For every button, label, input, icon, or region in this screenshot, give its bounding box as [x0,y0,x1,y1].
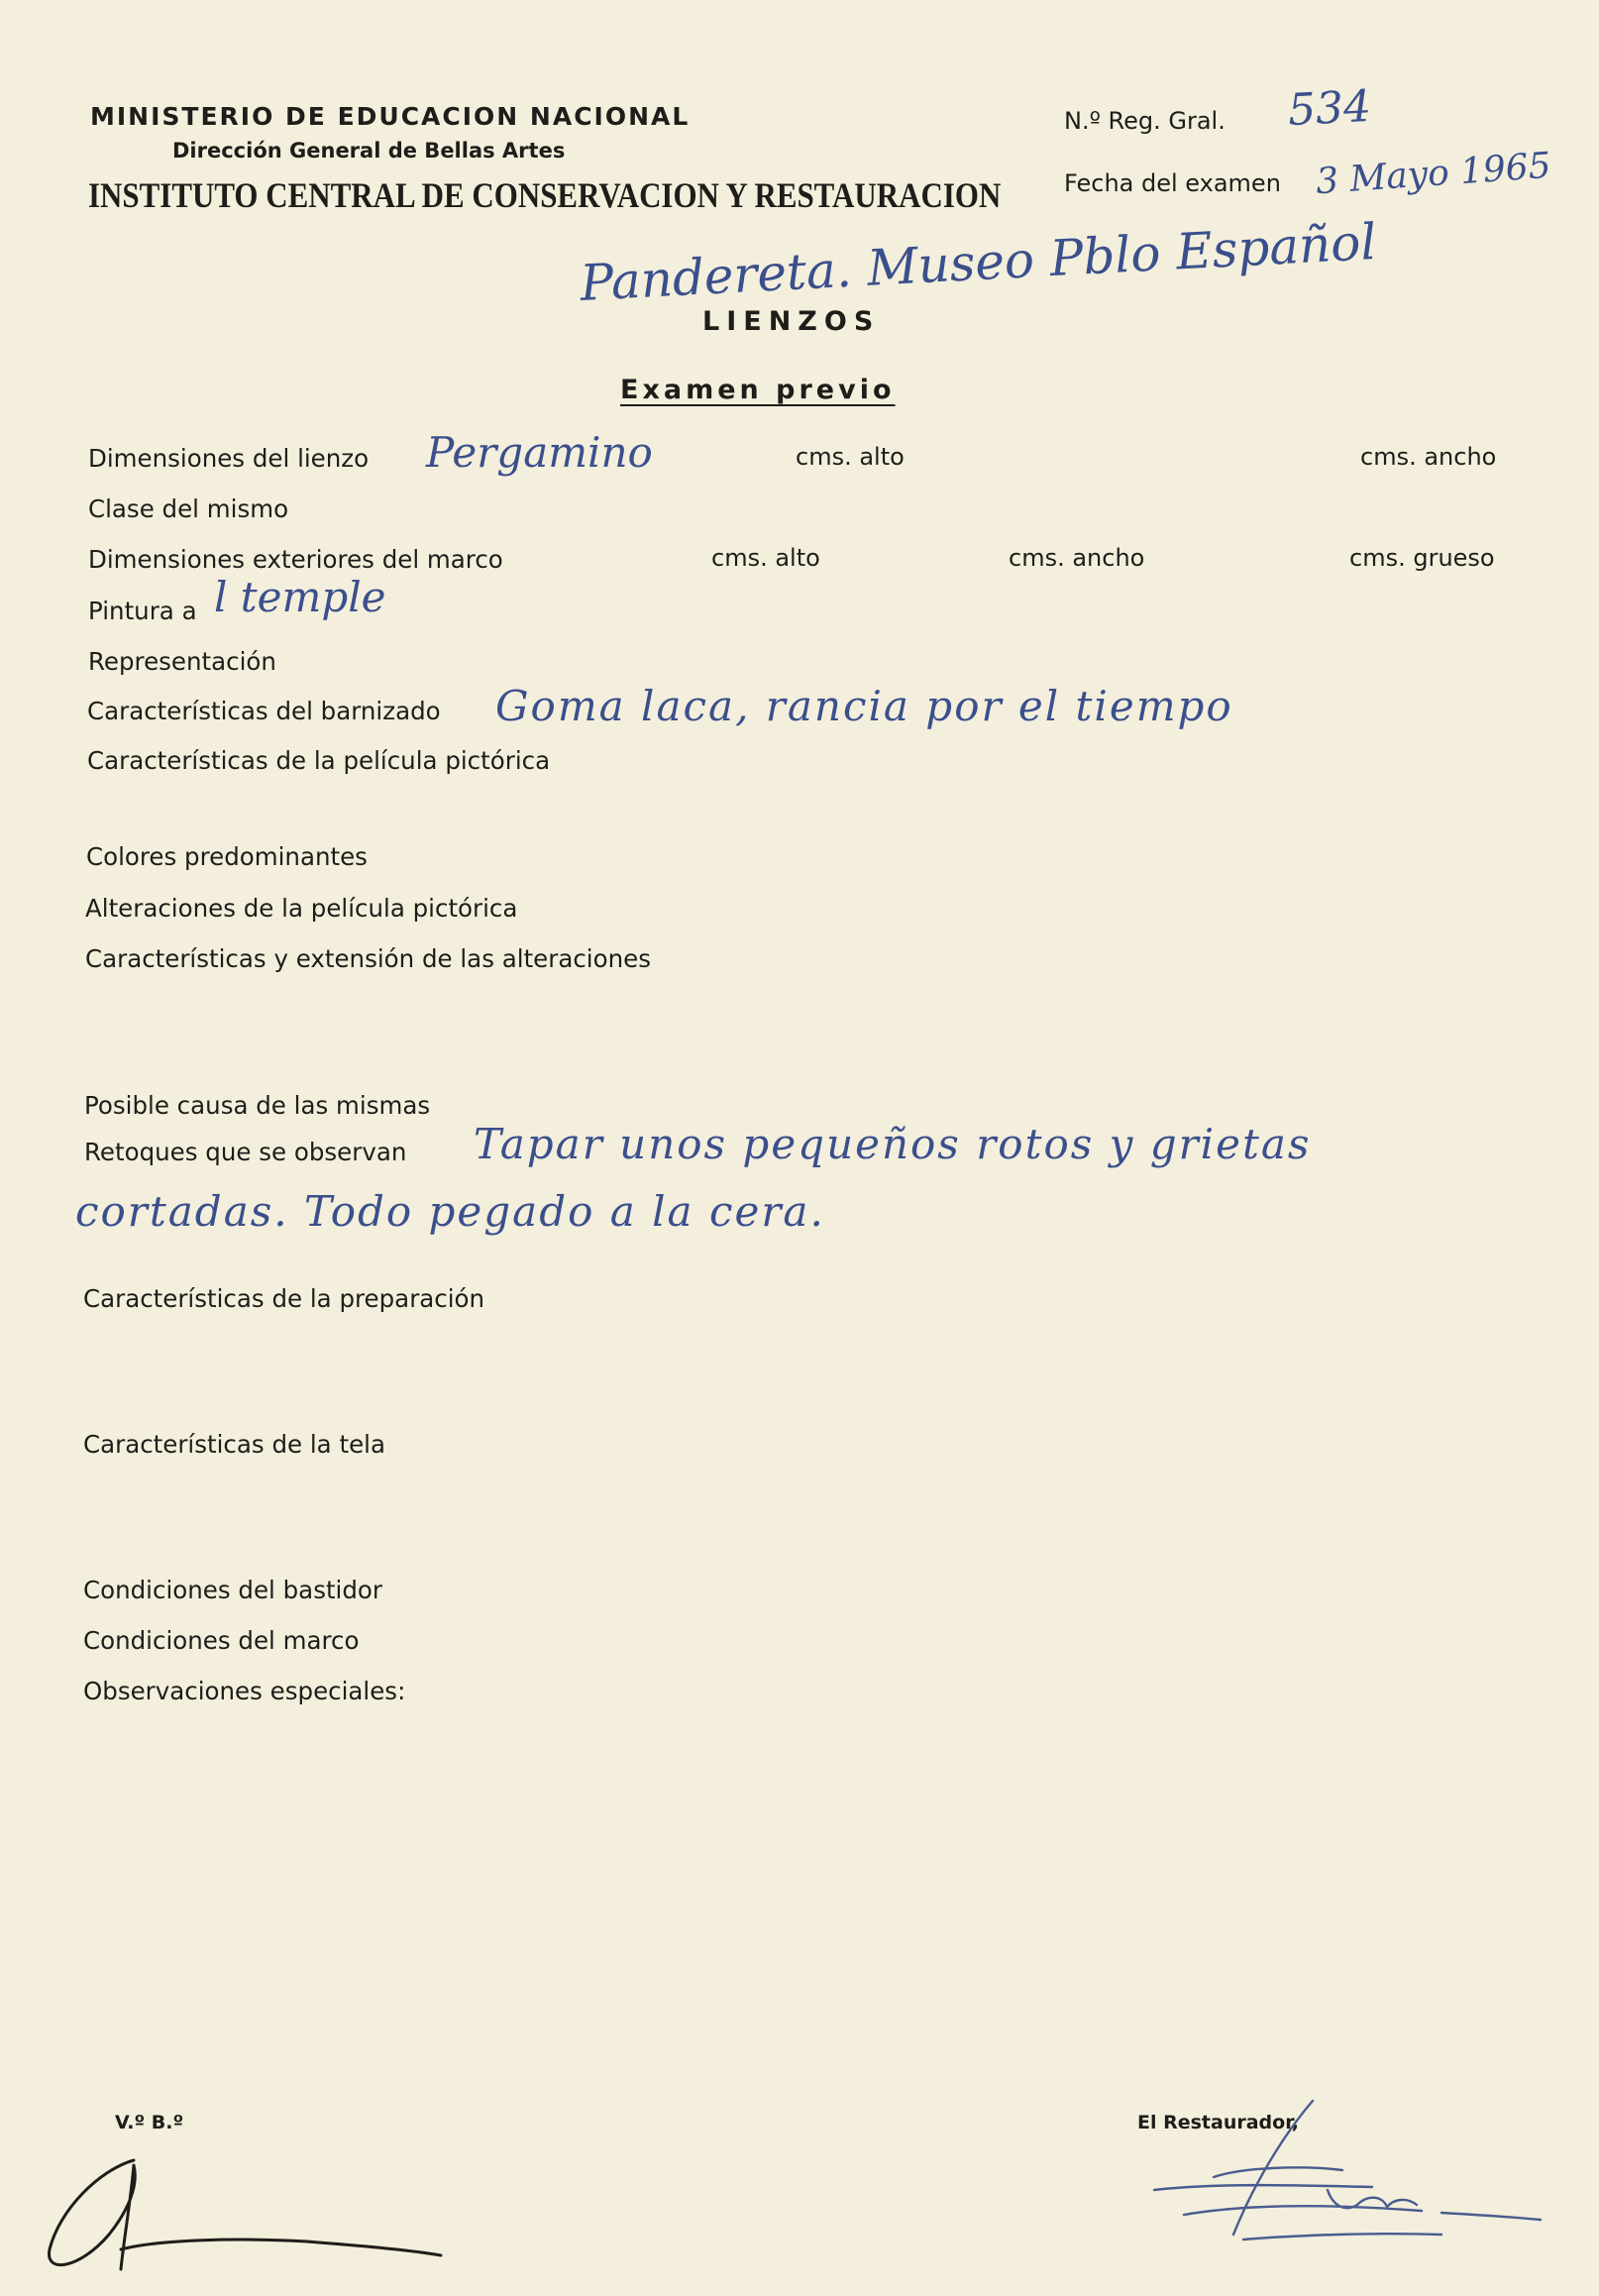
colores-label: Colores predominantes [86,842,368,871]
barnizado-label: Características del barnizado [87,697,441,725]
barnizado-value: Goma laca, rancia por el tiempo [495,682,1233,730]
dimensiones-lienzo-label: Dimensiones del lienzo [88,444,370,473]
restaurador-label: El Restaurador, [1137,2112,1300,2133]
ministry-heading: MINISTERIO DE EDUCACION NACIONAL [90,102,691,131]
alteraciones-label: Alteraciones de la película pictórica [85,894,518,923]
lienzo-unit-ancho: cms. ancho [1360,443,1497,471]
retoques-label: Retoques que se observan [84,1138,407,1166]
reg-gral-label: N.º Reg. Gral. [1064,107,1226,135]
clase-label: Clase del mismo [88,494,289,523]
fecha-examen-label: Fecha del examen [1064,169,1281,197]
vobo-signature [40,2140,456,2289]
marco-unit-grueso: cms. grueso [1349,544,1495,572]
causa-label: Posible causa de las mismas [84,1091,431,1120]
vobo-label: V.º B.º [115,2112,184,2133]
representacion-label: Representación [88,647,276,676]
instituto-heading: INSTITUTO CENTRAL DE CONSERVACION Y RESTAURACION [88,175,1002,215]
pintura-value: l temple [214,573,386,621]
dimensiones-lienzo-value: Pergamino [426,428,653,477]
form-title: LIENZOS [702,306,881,337]
preparacion-label: Características de la preparación [83,1284,485,1313]
marco-label: Condiciones del marco [83,1626,360,1655]
direccion-heading: Dirección General de Bellas Artes [172,139,566,163]
dimensiones-marco-label: Dimensiones exteriores del marco [88,545,503,574]
retoques-value-line2: cortadas. Todo pegado a la cera. [75,1187,825,1236]
marco-unit-ancho: cms. ancho [1009,544,1145,572]
bastidor-label: Condiciones del bastidor [83,1576,382,1604]
observaciones-label: Observaciones especiales: [83,1677,406,1705]
form-subtitle: Examen previo [620,375,896,405]
pintura-label: Pintura a [88,597,197,625]
reg-gral-value: 534 [1286,80,1373,137]
tela-label: Características de la tela [83,1430,385,1459]
fecha-examen-value: 3 Mayo 1965 [1314,145,1552,203]
marco-unit-alto: cms. alto [711,544,820,572]
pelicula-label: Características de la película pictórica [87,746,551,775]
extension-label: Características y extensión de las alteraciones [85,944,651,973]
restaurador-signature [1085,2096,1560,2254]
handwritten-object-title: Pandereta. Museo Pblo Español [579,212,1378,313]
retoques-value-line1: Tapar unos pequeños rotos y grietas [474,1120,1312,1168]
lienzo-unit-alto: cms. alto [796,443,905,471]
